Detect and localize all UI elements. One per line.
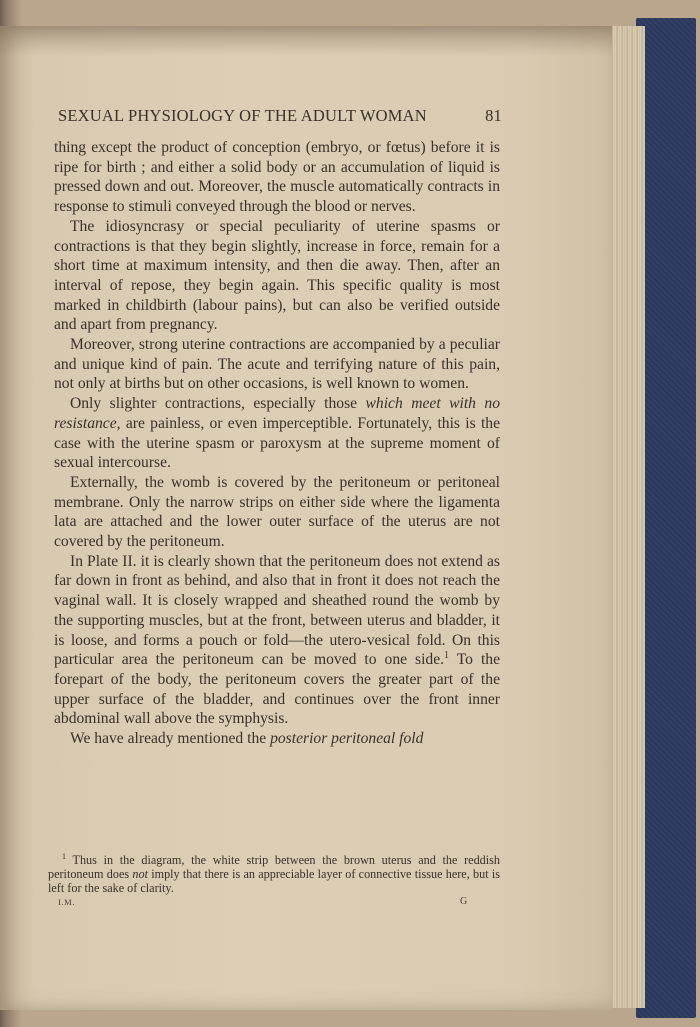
body-text: [54, 138, 500, 749]
emphasis-text: posterior peritoneal fold: [270, 730, 424, 748]
running-header: [58, 106, 502, 126]
sheet-signature-letter: G: [460, 896, 468, 907]
paragraph: We have already mentioned the posterior peritoneal fold: [70, 730, 424, 748]
page-edges: [608, 26, 645, 1008]
emphasis-text: which meet with no resistance,: [54, 395, 500, 432]
footnote: $^1$ Thus in the diagram, the white strip between the brown uterus and the reddish peritoneum does not imply that there is an appreciable layer of connective tissue here, but is left for the sake of clarity.: [48, 851, 500, 896]
printer-signature-mark: I.M.: [58, 897, 76, 907]
footnote-reference: 1: [444, 650, 450, 662]
paragraph: Only slighter contractions, especially those which meet with no resistance, are painless, or even imperceptible. Fortunately, this is the case with the uterine spasm or paroxysm at the supreme moment of sexual intercourse.: [54, 395, 500, 472]
paragraph: thing except the product of conception (embryo, or fœtus) before it is ripe for birth ; and either a solid body or an accumulation of liquid is pressed down and out. Moreover, the muscle automatically contracts in response to stimuli conveyed through the blood or nerves.: [54, 139, 500, 216]
page-number: 81: [485, 106, 502, 125]
paragraph: The idiosyncrasy or special peculiarity of uterine spasms or contractions is that they begin slightly, increase in force, remain for a short time at maximum intensity, and then die away. Then, after an interval of repose, they begin again. This specific quality is most marked in childbirth (labour pains), but can also be verified outside and apart from pregnancy.: [54, 217, 500, 334]
emphasis-text: not: [132, 867, 148, 882]
paragraph: Moreover, strong uterine contractions are accompanied by a peculiar and unique kind of pain. The acute and terrifying nature of this pain, not only at births but on other occasions, is well known to women.: [54, 336, 500, 393]
book-cover-edge: [636, 18, 696, 1018]
running-title: SEXUAL PHYSIOLOGY OF THE ADULT WOMAN: [58, 106, 427, 125]
footnote-marker: 1: [62, 851, 66, 861]
paragraph: Externally, the womb is covered by the peritoneum or peritoneal membrane. Only the narrow strips on either side where the ligamenta lata are attached and the lower outer surface of the uterus are not covered by the peritoneum.: [54, 473, 500, 551]
book-page: [0, 26, 612, 1010]
paragraph: In Plate II. it is clearly shown that the peritoneum does not extend as far down in front as behind, and also that in front it does not reach the vaginal wall. It is closely wrapped and sheathed round the womb by the supporting muscles, but at the front, between uterus and bladder, it is loose, and forms a pouch or fold—the utero-vesical fold. On this particular area the peritoneum can be moved to one side.$^1$ To the forepart of the body, the peritoneum covers the greater part of the upper surface of the bladder, and continues over the front inner abdominal wall above the symphysis.: [54, 552, 500, 728]
